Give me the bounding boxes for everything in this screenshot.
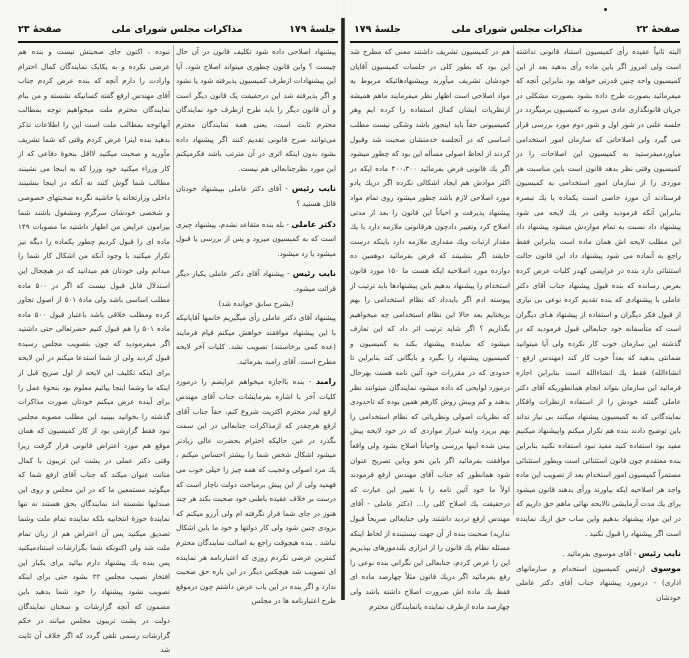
page-number: صفحهٔ ۲۲: [636, 24, 680, 35]
paragraph: پیشنهاد آقای دکتر عاملی رأی میگیریم خانمها آقایانیکه با این پیشنهاد موافقند خواهش میکنم قیام فرمایند (عده کمی برخاستند) تصویب نشد. کلیات آخر لایحه مطرح است. آقای رامبد بفرمائید.: [176, 313, 336, 366]
header-rule: [18, 41, 338, 43]
page-header: [354, 24, 680, 40]
paragraph: پیشنهاد اصلاحی داده شود تکلیف قانون در آن حال چیست ؟ وابن قانون چطوری میتواند اصلاح شود. آیا این پیشنهادات ازطرف کمیسیون پذیرفته شود یا نشود و اگر پذیرفته شد این درحقیقت یک قانون دیگر است و آن قانون دیگر را باید طرح ازطرف خود نمایندگان محترم ثابت است، یعنی همه نمایندگان محترم می‌توانند صرح قانونی تقدیم کنند اگر پیشنهاد داده بشود بدون اینکه اثری در آن مترتب باشد فکرمیکنم این مورد نظرجنابعالی هم نیست.: [176, 47, 336, 173]
stage-direction: (بشرح سابق خوانده شد): [218, 298, 294, 308]
speaker-name: نایب رئیس: [638, 549, 681, 559]
column-divider: [173, 45, 174, 515]
speech-text: - آقای دکتر عاملی بپیشنهاد خودتان قائل هستید ؟: [176, 184, 336, 208]
paragraph: البته ثانیاً عقیده رأی کمیسیون استناد قانونی نداشته است ولی امروز اگر باین ماده رأی بدهید بعد از این کمیسیون واحد چنین قدرتی خواهد بود بنابراین آنچه که میفرمائید بصورت طرح داده بشود بصورت مشکلی در جریان قانونگذاری عادی میرود به کمیسیون برمیگردد در جلسه علنی در شور اول و شور دوم مورد بررسی قرار می گیرد ولی اصلاحاتی که سازمان امور استخدامی میاوردمیفرستید به کمیسیون این اصلاحات را در کمیسیون وقتی نظر بدهد قانون است باین مناسبت هر موردی را از سازمان امور استخدامی به کمیسیون فرستادند آن مورد خاصی است یکماده یا یك تبصره بنابراین آنکه فرمودید وقتی در یك لایحه می شود پیشنهاد داد نسبت به تمام مواردش میشود پیشنهاد داد این مطلب لایحه اش همان ماده است بنابراین فقط راجع به آنماده می شود پیشنهاد داد این قانون حالت استثنائی دارد بنده در عرایضی کهدر کلیات عرض کرده بعرض رسانده که بنده قبول پیشنهاد جناب آقای دکتر عاملی با پیشنهادی که بنده تقدیم کرده نوعی بی نیازی از قبول فکر دیگران و استفاده از پیشنهاد هـای دیگران است که متأسفانه خود جنابعالی قبول فرمودید که در گذشته این سازمان خوب کار نکرده ولی آیا میتوانید ضمانتی بدهید که بعداً خوب کار کند (مهندس ارفع - انشاءالله) فقط یك انشاءالله است بنابراین اجازه فرمائید این سازمان بتواند انجام همانطوریکه آقای دکتر عاملی گفتند خودش را از استفاده ازنظرات وافکار نمایندگانی که به کمیسیون پیشنهاد میکنند بی نیاز نداند باین توضیح دادند بنده هم تکرار میکنم واپیشنهاد میکنیم مفید بود استفاده کنید مفید نبود استفاده نکنید بنابراین بنده معتقدم چون قانون استثنائی است وبطور استثنائی مستمراً کمیسیون امور استخدام بعد از تصویب این ماده واجد هر اصلاحیه ایکه بیاورند ورأی بدهند قانون میشود برای یك مدت آزمایشی تالایحه نهائی ماهم حق داریم که در این مواد پیشنهاد بدهیم واین ساب حق ازیك نماینده است اگر پیشنهاد را قبول نکنید .: [516, 47, 681, 538]
speaker-paragraph: [516, 547, 681, 562]
speech-text: - بنده بااجازه میخواهم عرایضم را درمورد کلیات آخر با اشاره بفرمایشات جناب آقای مهندس ارفع لیدر محترم اکثریت شروع کنم، حقاً جناب آقای ارفع هرچقدر که ازمذاکرات جنابعالی در این سمت بگذرد در عین حالیکه احترام بحضرت عالی زیادتر میشود اشکال شخص شما را بیشتر احساس میکنم ، یك مرد اصولی وعجیب که همه چیز را خیلی خوب می فهمید ولی از این پیش برمیاحث دولت ناچار است که درست بر خلاف عقیده باطنی خود صحبت بکند هر چند هنوز در جای شما قرار نگرفته ام ولی آرزو میکنم که بزودی چنین شود ولی کار دولتها و خود ما باین اشکال نباشد . بنده هیچوقت راجع به اصالت نمایندگان محترم کمترین عرضی نکردم روزی که اعتبارنامه هر نماینده ای تصویب شد هیچکس دیگر در این باره حق صحبت ندارد و اگر بنده در این باب عرض داشتم چون درموقع طرح اعتبارنامه ها در مجلس: [176, 377, 336, 606]
speaker-paragraph: [176, 267, 336, 296]
speech-text: - آقای موسوی بفرمائید .: [562, 549, 637, 559]
publication-title: مذاکرات مجلس شورای ملی: [111, 24, 243, 35]
page-header: [18, 24, 336, 40]
speaker-paragraph: [176, 218, 336, 262]
page-22: [346, 0, 689, 611]
session-number: جلسهٔ ۱۷۹: [354, 24, 401, 35]
paragraph: نبوده ، اکنون جای صحبتش نیست و بنده هم عرضی نکرده و به یکایک نمایندگان کمال احترام وارادت را دارم آنچه که بنده عرض کردم جناب آقای مهندس ارفع گفته کسانیکه نشسته و من بنام نمایندگان محترم ملت میخواهیم توجه بمطالب آنهاتوجه بمطالب ملت است این را اطلاعات تذکر بدهید بنده اینرا عرض کردم وقتی که شما تشریف مآورید و صحبت میکنید لااقل بنحوهٔ دفاعی که از کار وزراء میکنید خود وزرا که به اینجا می نشینند مطالب شما گوش کنند نه آنکه در اینجا بنشینند داخلی وزارتخانه یا حاشیه نگرده صحبتهای خصوصی و شخصی خودشان سرگرم ومشغول باشند شما بیرامون عرایض من اظهار داشتید ما مصوبات ۱۴۹ ماده ای را قبول کردیم چطور یکماده را دیگه نیز تکرار میکنید با وجود آنکه من اشکال کار شما را میدانم ولی خودتان هم میدانید که در هیچحال این استدلال قابل قبول نیست که اگر در ۵۰۰ ماده مطلب اساسی باشد ولی مادهٔ ۵۰۱ از اصول تجاوز کرده ومطلب خلاقی باشد باعتبار قبول ۵۰۰ ماده ماده ۵۰۱ را هم قبول کنیم حضرتعالی حتی داشتید اگر میفرمودید که چون بتصویب مجلس رسیده قبول کردید ولی از شما استدعا میکنم در این لایحه برای اینکه تکلیف این لایحه از اول صریح قبل از اینکه ما وشما اینجا بیائیم معلوم بود بنحوهٔ عمل را برای آینده عرض میکنم خودتان صورت مذاکرات گذشته را بخوانید ببینید این مطلب مصوبه مجلس نبود فقط گزارشی بود از کار کمیسیون که همان موقع هم مورد اعتراض قانونی قرار گرفت زیرا وقتی دکتر عملی در پشت این تریبون با کمال متانت عنوان میکند که جناب آقای ارفع شما که میگوئید مستمعین ما که در این مجلس و روی این صندلیها نشسته اند نمایندگان بحق هستند نه تنها نمایندهٔ حوزهٔ انتخابیه بلکه نماینده تمام ملت وشما تصدیق میکنید پس آن اعتراض هم از زبان تمام ملت شد ولی اکنونکه شما بگزارشات استنادمیکنید پس بنده یك پیشنهاد دارم بیائید برای یکبار این افتخار نصیب مجلس ۲۲ بشود حتی برای اینکه تصویب نشود پیشنهاد را خود شما بدهید باین مضمون که آنچه گزارشات و سخنان نمایندگان دولت در پشت تریبون مجلس میانند در حکم گزارشات رسمی تلقی گردد که اگر خلاف آن ثابت شد: [18, 47, 171, 655]
speaker-name: نایب رئیس: [292, 269, 336, 279]
speaker-name: نایب رئیس: [291, 184, 336, 194]
publication-title: مذاکرات مجلس شورای ملی: [451, 24, 583, 35]
speaker-paragraph: [176, 182, 336, 211]
speech-text: (رئیس کمیسیون استخدام و سازمانهای اداری) - درمورد پیشنهاد جناب آقای دکتر عاملی خودشان: [516, 563, 681, 602]
speech-text: - پیشنهاد آقای دکتر عاملی یکبار دیگر قرائت میشود.: [176, 269, 336, 293]
speaker-paragraph: [516, 562, 681, 606]
scan-speck: [604, 8, 607, 11]
speech-text: - بله بنده متقاعد نشدم، پیشنهاد چیزی است که به کمیسیون میرود و پس از بررسی یا قبول میشود یا رد میشود.: [176, 219, 336, 258]
speaker-name: موسوی: [650, 563, 681, 573]
column-divider: [513, 45, 514, 515]
paragraph: هم در کمیسیون تشریف داشتند معنی که مطرح شد این بود که بطور کلی در جلسات کمیسیون آقایان خودشان تشریف میآورند وپیشنهادهائیکه مربوط به مواد اصلاحی است اظهار نظر میفرمایند ماهم همیشه ازنظریات ایشان کمال استفاده را کرده ایم وهر کمیسیونی حقاً باید اینجور باشد وشکی نیست مطلب اساسی که در آنجلسه خدمتشان صحبت شد وقبول کردند از لحاظ اصولی مسأله این بود که چطور میشود اگر یك قانونی فرض بفرمائید ۴۰۰،۳۰۰ ماده ایکه در اکثر موادش هم ایجاد اشکالی نکرده اگر دریك یادو مورد اصلاحی لازم باشد چطور میشود روی تمام مواد پیشنهاد پذیرفت و احیاناً این قانون را بعد از مدتی اصلاح کرد وتغییر دادچون هرقانونی ملازمه دارد با یك مقدار ازثبات ویك مقداری ملازمه دارد باینکه درست حایقند اگر بنشینند که فرض بفرمائید دوهمین ده دوازده مورد اصلاحیه ایکه هست ما ۱۵۰ مورد قانون استخدام را پیشنهاد بدهیم باین پیشنهادها باید ترتیب از پیوسته ادم اگر بایدداد که نظام استخدامی را بهم بریختایم بعد حالا این نظام استخدامی چه میخواهیم بگذاریم ؟ اگر شاید ترتیب اثر داد که این تعارف میشود که نماینده پیشنهاد بکند به کمیسیون و کمیسیون پیشنهاد را بگیرد و بایگانی کند بنابراین تا حدودی که در مقررات خود آئین نامه هست بهرحال درمورد لوایحی که داده میشود نمایندگان میتوانند نظر بدهند و کم وبیش روش کارهم همین بوده که تاحدودی که نظریات اصولی ونظریاتی که نظام استخدامی را بهم بریزد واینه غیراز مواردی که در خود لایحه پیش بینی شده اینها بررسی واحیاناً اصلاح بشود ولی واقعاً موافقت بفرمائید اگر باین نحو وباین تصریح عنوان شود همانطور که جناب آقای مهندس ارفع فرمودند اولاً ما خود آئین نامه را با تغییر این عبارت که درحقیقت یك اصلاح کلی را... (دکتر عاملی - آقای مهندس ارفع تردید داشتند ولی جنابعالی صریحاً قبول ندارید) صحبت بنده از آن جهت نیستبنده از لحاظ اینکه مسئله نظام یك قانون را از ابزاری بلندمورهای بپذیریم این را عرض کردم، جنابعالی این نگرانی بنده نوعی را رفع بفرمائید اگر دریك قانون مثلاً چهارصد ماده ای فقط یك ماده اش ضرورت اصلاح داشته باشد ولی چهارصد ماده ازطرف نماینده یانمایندگان محترم: [350, 47, 511, 611]
text-column-right: [176, 45, 336, 609]
session-number: جلسهٔ ۱۷۹: [289, 24, 336, 35]
text-column-right: [516, 45, 681, 606]
page-number: صفحهٔ ۲۳: [18, 24, 62, 35]
text-column-left: [18, 45, 170, 658]
speaker-name: رامبد: [315, 377, 336, 387]
binding-gutter: [341, 18, 345, 600]
text-column-left: [350, 45, 510, 614]
speaker-paragraph: [176, 375, 336, 609]
speaker-name: دکتر عاملی: [291, 219, 336, 229]
header-rule: [350, 41, 680, 43]
page-23: [0, 0, 342, 655]
